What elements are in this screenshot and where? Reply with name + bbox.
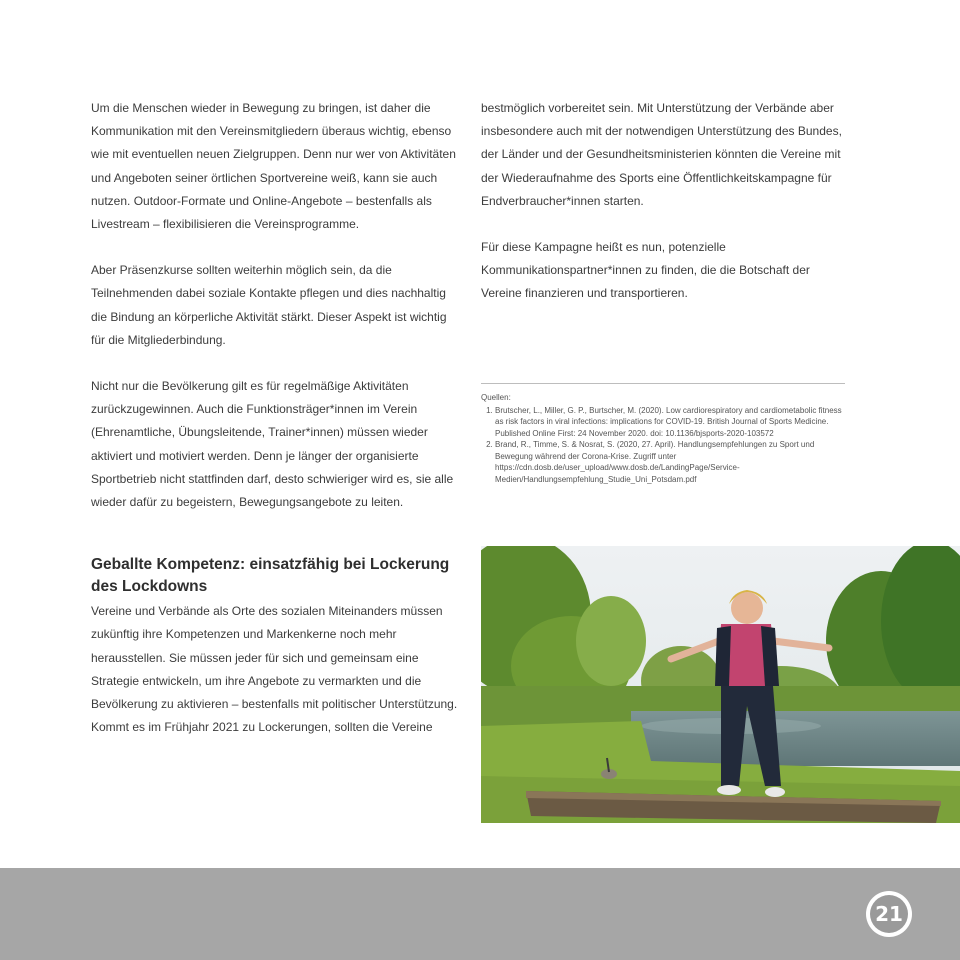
sources-list (481, 405, 845, 486)
body-paragraph: Vereine und Verbände als Orte des sozialen Miteinanders müssen zukünftig ihre Kompetenzen und Markenkerne noch mehr herausstellen. Sie müssen jeder für sich und gemeinsam eine Strategie entwickeln, um ihre Angebote zu vermarkten und die Bevölkerung zu aktivieren – bestenfalls mit politischer Unterstützung. Kommt es im Frühjahr 2021 zu Lockerungen, sollten die Vereine (91, 604, 458, 735)
body-paragraph: Um die Menschen wieder in Bewegung zu bringen, ist daher die Kommunikation mit den Vereinsmitgliedern überaus wichtig, ebenso wie mit eventuellen neuen Zielgruppen. Denn nur wer von Aktivitäten und Angeboten seiner örtlichen Sportvereine weiß, kann sie auch nutzen. Outdoor-Formate und Online-Angebote – bestenfalls als Livestream – flexibilisieren die Vereinsprogramme. (91, 101, 456, 232)
body-paragraph: Aber Präsenzkurse sollten weiterhin möglich sein, da die Teilnehmenden dabei soziale Kontakte pflegen und dies nachhaltig die Bindung an körperliche Aktivität stärkt. Dieser Aspekt ist wichtig für die Mitgliederbindung. (91, 263, 447, 347)
body-paragraph: Nicht nur die Bevölkerung gilt es für regelmäßige Aktivitäten zurückzugewinnen. Auch die Funktionsträger*innen im Verein (Ehrenamtliche, Übungsleitende, Trainer*innen) müssen wieder aktiviert und motiviert werden. Denn je länger der organisierte Sportbetrieb nicht stattfinden darf, desto schwieriger wird es, sie alle wieder dafür zu begeistern, Bewegungsangebote zu leiten. (91, 379, 454, 510)
source-item: 2. Brand, R., Timme, S. & Nosrat, S. (2020, 27. April). Handlungsempfehlungen zu Sport und Bewegung während der Corona-Krise. Zugriff unter https://cdn.dosb.de/user_upload/www.dosb.de/LandingPage/Service-Medien/Handlungsempfehlung_Studie_Uni_Potsdam.pdf (495, 439, 845, 485)
sources-block (481, 383, 845, 485)
page-number-circle (870, 895, 908, 933)
page-footer-band (0, 868, 960, 960)
page-number-badge (866, 891, 912, 937)
body-paragraph: Für diese Kampagne heißt es nun, potenzielle Kommunikationspartner*innen zu finden, die die Botschaft der Vereine finanzieren und transportieren. (481, 240, 810, 301)
page-number: 21 (875, 902, 903, 926)
photo-woman-balancing-on-log (481, 546, 960, 823)
section-heading: Geballte Kompetenz: einsatzfähig bei Lockerung des Lockdowns (91, 556, 450, 596)
body-paragraph: bestmöglich vorbereitet sein. Mit Unterstützung der Verbände aber insbesondere auch mit der notwendigen Unterstützung des Bundes, der Länder und der Gesundheitsministerien könnten die Vereine mit der Wiederaufnahme des Sports eine Öffentlichkeitskampagne für Endverbraucher*innen starten. (481, 101, 842, 208)
right-column (481, 97, 847, 306)
left-column (91, 97, 459, 739)
source-item: 1. Brutscher, L., Miller, G. P., Burtscher, M. (2020). Low cardiorespiratory and cardiometabolic fitness as risk factors in viral infections: implications for COVID-19. British Journal of Sports Medicine. Published Online First: 24 November 2020. doi: 10.1136/bjsports-2020-103572 (495, 405, 845, 440)
sources-title: Quellen: (481, 393, 511, 402)
